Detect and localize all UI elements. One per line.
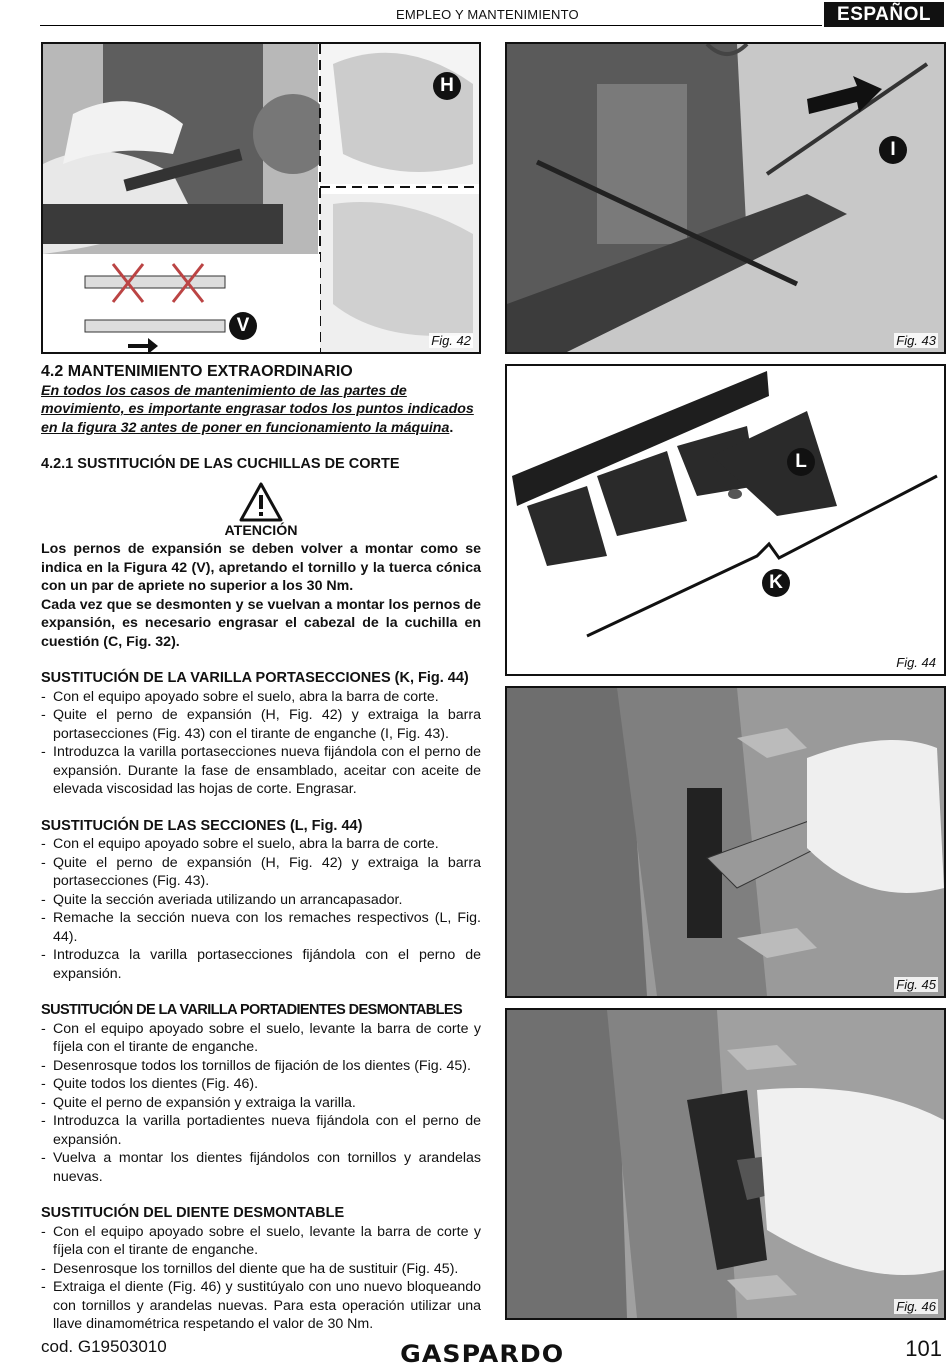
figure-43-label: Fig. 43 (896, 333, 936, 348)
intro-text: En todos los casos de mantenimiento de las partes de movimiento, es importante engrasar todos los puntos indicados en la figura 32 antes de poner en funcionamiento la máquina (41, 382, 474, 436)
figure-43-photo (507, 44, 944, 352)
warning-text-2: Cada vez que se desmonten y se vuelvan a montar los pernos de expansión, es necesario engrasar el cabezal de la cuchilla en cuestión (C, Fig. 32). (41, 596, 481, 650)
section-title-secciones: SUSTITUCIÓN DE LAS SECCIONES (L, Fig. 44) (41, 817, 363, 834)
section-title-portasecciones: SUSTITUCIÓN DE LA VARILLA PORTASECCIONES (K, Fig. 44) (41, 670, 469, 686)
list-item: - Extraiga el diente (Fig. 46) y sustitúyalo con uno nuevo bloqueando con tornillos y arandelas nuevas. Para esta operación utilizar una llave dinamométrica respetando el valor de 30 Nm. (41, 1278, 481, 1334)
list-item: - Introduzca la varilla portadientes nueva fijándola con el perno de expansión. (41, 1112, 481, 1149)
list-item: - Con el equipo apoyado sobre el suelo, abra la barra de corte. (41, 688, 481, 707)
list-item: - Desenrosque los tornillos del diente que ha de sustituir (Fig. 45). (41, 1260, 481, 1279)
callout-i: I (879, 136, 907, 164)
list-item: - Introduzca la varilla portasecciones nueva fijándola con el perno de expansión. Durante la fase de ensamblado, aceitar con aceite de elevada viscosidad las hojas de corte. Engrasar. (41, 743, 481, 799)
list-item: - Con el equipo apoyado sobre el suelo, levante la barra de corte y fíjela con el tirante de enganche. (41, 1223, 481, 1260)
language-badge: ESPAÑOL (824, 2, 944, 27)
figure-45-photo (507, 688, 944, 996)
callout-v: V (229, 312, 257, 340)
warning-title: ATENCIÓN (224, 522, 298, 539)
list-item: - Introduzca la varilla portasecciones fijándola con el perno de expansión. (41, 946, 481, 983)
callout-k: K (762, 569, 790, 597)
figure-46 (505, 1008, 946, 1320)
figure-44-drawing (507, 366, 944, 674)
figure-42 (41, 42, 481, 354)
list-diente (41, 1223, 481, 1334)
figure-42-label: Fig. 42 (431, 333, 471, 348)
text-column (41, 363, 481, 1334)
list-secciones (41, 835, 481, 983)
figure-46-label: Fig. 46 (896, 1299, 936, 1314)
list-item: - Desenrosque todos los tornillos de fijación de los dientes (Fig. 45). (41, 1057, 481, 1076)
list-item: - Con el equipo apoyado sobre el suelo, abra la barra de corte. (41, 835, 481, 854)
list-item: - Vuelva a montar los dientes fijándolos con tornillos y arandelas nuevas. (41, 1149, 481, 1186)
figure-43 (505, 42, 946, 354)
list-item: - Quite el perno de expansión (H, Fig. 42) y extraiga la barra portasecciones (Fig. 43) con el tirante de enganche (I, Fig. 43). (41, 706, 481, 743)
list-item: - Quite el perno de expansión y extraiga la varilla. (41, 1094, 481, 1113)
callout-l: L (787, 448, 815, 476)
figure-44 (505, 364, 946, 676)
figure-42-photo (43, 44, 479, 352)
document-code: cod. G19503010 (41, 1337, 167, 1356)
section-heading: 4.2 MANTENIMIENTO EXTRAORDINARIO (41, 363, 353, 380)
list-item: - Con el equipo apoyado sobre el suelo, levante la barra de corte y fíjela con el tirante de enganche. (41, 1020, 481, 1057)
callout-h: H (433, 72, 461, 100)
section-title-diente: SUSTITUCIÓN DEL DIENTE DESMONTABLE (41, 1205, 345, 1221)
figure-45 (505, 686, 946, 998)
list-item: - Quite el perno de expansión (H, Fig. 42) y extraiga la barra portasecciones (Fig. 43). (41, 854, 481, 891)
figure-45-label: Fig. 45 (896, 977, 936, 992)
warning-text: Los pernos de expansión se deben volver a montar como se indica en la Figura 42 (V), apretando el tornillo y la tuerca cónica con un par de apriete no superior a los 30 Nm. (41, 541, 481, 594)
page-number: 101 (905, 1336, 942, 1361)
list-item: - Remache la sección nueva con los remaches respectivos (L, Fig. 44). (41, 909, 481, 946)
section-title-portadientes: SUSTITUCIÓN DE LA VARILLA PORTADIENTES DESMONTABLES (41, 1002, 463, 1018)
intro-paragraph: En todos los casos de mantenimiento de las partes de movimiento, es importante engrasar todos los puntos indicados en la figura 32 antes de poner en funcionamiento la máquina. (41, 382, 474, 436)
figure-46-photo (507, 1010, 944, 1318)
header-rule (40, 25, 822, 26)
warning-icon (41, 482, 481, 522)
running-header: EMPLEO Y MANTENIMIENTO (396, 7, 579, 22)
figure-44-label: Fig. 44 (896, 655, 936, 670)
subsection-heading: 4.2.1 SUSTITUCIÓN DE LAS CUCHILLAS DE CORTE (41, 456, 400, 472)
list-item: - Quite la sección averiada utilizando un arrancapasador. (41, 891, 481, 910)
list-item: - Quite todos los dientes (Fig. 46). (41, 1075, 481, 1094)
brand-logo: GASPARDO (400, 1340, 565, 1368)
list-portasecciones (41, 688, 481, 799)
list-portadientes (41, 1020, 481, 1187)
